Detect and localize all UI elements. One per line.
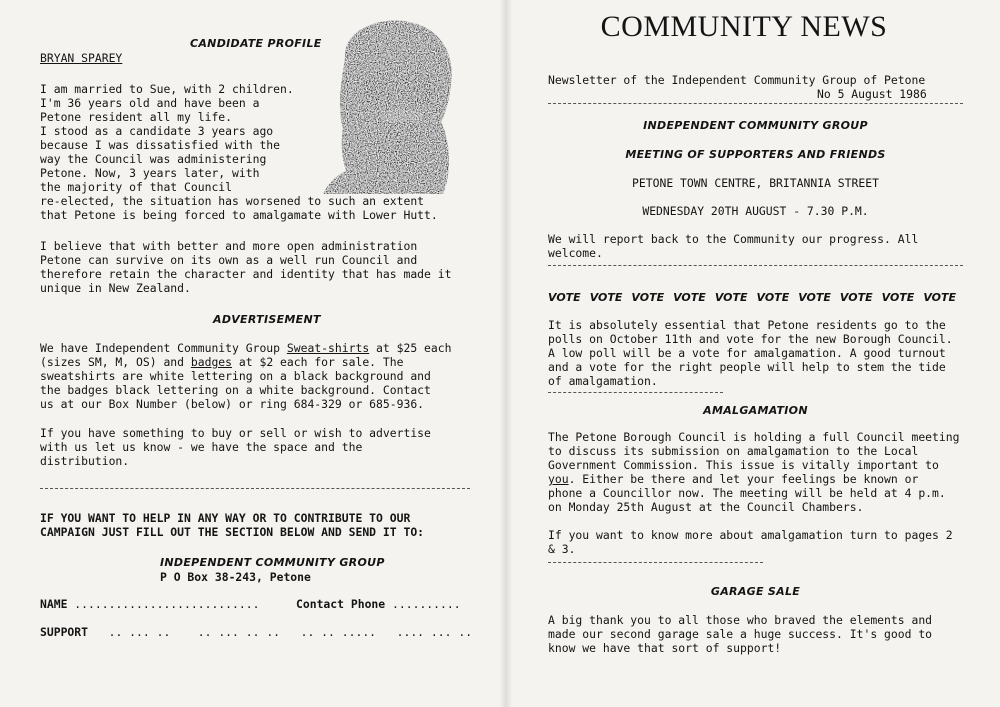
you-word: you: [548, 472, 569, 486]
candidate-name: BRYAN SPAREY: [40, 51, 123, 65]
more-line: If you want to know more about amalgamation turn to pages 2: [548, 528, 953, 542]
amalgamation-paragraph: [548, 430, 959, 514]
amalg-line: Government Commission. This issue is vitally important to: [548, 458, 939, 472]
support-label: SUPPORT: [40, 625, 89, 639]
sell-line: distribution.: [40, 454, 130, 468]
vote-word: VOTE: [714, 291, 748, 304]
vote-line: polls on October 11th and vote for the new Borough Council.: [548, 332, 953, 346]
vote-line: It is absolutely essential that Petone residents go to the: [548, 318, 946, 332]
section-divider: [548, 392, 723, 393]
issue-number: No 5 August 1986: [817, 87, 927, 101]
vote-word: VOTE: [798, 291, 831, 304]
belief-line: therefore retain the character and identity that has made it: [40, 267, 452, 281]
masthead-divider: [548, 103, 963, 104]
vote-paragraph: [548, 318, 953, 388]
meeting-place: PETONE TOWN CENTRE, BRITANNIA STREET: [632, 176, 879, 190]
vote-word: VOTE: [839, 291, 873, 304]
section-divider: [548, 562, 763, 563]
name-label: NAME: [40, 597, 68, 611]
vote-word: VOTE: [673, 291, 706, 304]
belief-line: unique in New Zealand.: [40, 281, 191, 295]
vote-line: of amalgamation.: [548, 374, 658, 388]
meeting-heading-supporters: MEETING OF SUPPORTERS AND FRIENDS: [625, 148, 886, 161]
sell-line: If you have something to buy or sell or wish to advertise: [40, 426, 431, 440]
meeting-heading-group: INDEPENDENT COMMUNITY GROUP: [643, 119, 868, 132]
intro-line: re-elected, the situation has worsened to such an extent: [40, 194, 425, 208]
ad-line: the badges black lettering on a white background. Contact: [40, 383, 431, 397]
ad-line: sweatshirts are white lettering on a black background and: [40, 369, 431, 383]
vote-line: and a vote for the right people will help to stem the tide: [548, 360, 946, 374]
advertisement-body: [40, 341, 451, 411]
name-row: [40, 597, 259, 611]
more-line: & 3.: [548, 542, 576, 556]
amalgamation-heading: AMALGAMATION: [703, 404, 808, 417]
phone-field[interactable]: ..........: [385, 597, 461, 611]
intro-line: the majority of that Council: [40, 180, 233, 194]
amalg-line: [548, 472, 959, 486]
report-note: [548, 232, 918, 260]
intro-line: because I was dissatisfied with the: [40, 138, 281, 152]
support-row: [40, 625, 472, 639]
sell-line: with us let us know - we have the space and the: [40, 440, 363, 454]
report-line: We will report back to the Community our progress. All: [548, 232, 919, 246]
phone-row: [296, 597, 461, 611]
candidate-profile-heading: CANDIDATE PROFILE: [190, 37, 322, 50]
vote-word: VOTE: [923, 291, 957, 304]
garage-sale-paragraph: [548, 613, 932, 655]
amalg-line: The Petone Borough Council is holding a full Council meeting: [548, 430, 960, 444]
vote-word: VOTE: [589, 291, 623, 304]
intro-line: way the Council was administering: [40, 152, 267, 166]
intro-line: I stood as a candidate 3 years ago: [40, 124, 274, 138]
name-field[interactable]: ...........................: [67, 597, 260, 611]
newsletter-subtitle: Newsletter of the Independent Community Group of Petone: [548, 73, 926, 87]
belief-line: I believe that with better and more open administration: [40, 239, 418, 253]
group-name: INDEPENDENT COMMUNITY GROUP: [160, 556, 385, 569]
more-info-note: [548, 528, 953, 556]
intro-line: Petone resident all my life.: [40, 110, 233, 124]
sweatshirts-word: Sweat-shirts: [286, 341, 370, 355]
vote-banner: [548, 290, 965, 305]
garage-sale-heading: GARAGE SALE: [710, 585, 801, 598]
candidate-belief: [40, 239, 451, 295]
intro-line: that Petone is being forced to amalgamate with Lower Hutt.: [40, 208, 438, 222]
help-callout: [40, 511, 424, 539]
vote-word: VOTE: [548, 291, 581, 304]
garage-line: A big thank you to all those who braved the elements and: [548, 613, 933, 627]
ad-text: We have Independent Community Group: [40, 341, 287, 355]
ad-line: [40, 355, 451, 369]
help-line: CAMPAIGN JUST FILL OUT THE SECTION BELOW AND SEND IT TO:: [40, 525, 425, 539]
right-page: [505, 0, 1000, 707]
intro-line: I'm 36 years old and have been a: [40, 96, 260, 110]
section-divider: [548, 265, 963, 266]
garage-line: made our second garage sale a huge success. It's good to: [548, 627, 933, 641]
candidate-intro: [40, 82, 438, 222]
ad-text: at $2 each for sale. The: [232, 355, 404, 369]
section-divider: [40, 488, 470, 489]
ad-text: (sizes SM, M, OS) and: [40, 355, 191, 369]
help-line: IF YOU WANT TO HELP IN ANY WAY OR TO CONTRIBUTE TO OUR: [40, 511, 411, 525]
ad-line: [40, 341, 451, 355]
phone-label: Contact Phone: [296, 597, 386, 611]
vote-word: VOTE: [881, 291, 915, 304]
vote-word: VOTE: [756, 291, 790, 304]
vote-word: VOTE: [631, 291, 665, 304]
amalg-line: phone a Councillor now. The meeting will be held at 4 p.m.: [548, 486, 946, 500]
intro-line: Petone. Now, 3 years later, with: [40, 166, 260, 180]
ad-line: us at our Box Number (below) or ring 684-329 or 685-936.: [40, 397, 425, 411]
advertisement-heading: ADVERTISEMENT: [213, 313, 321, 326]
garage-line: know we have that sort of support!: [548, 641, 782, 655]
amalg-line: on Monday 25th August at the Council Chambers.: [548, 500, 864, 514]
amalg-text: . Either be there and let your feelings be known or: [568, 472, 919, 486]
buy-sell-note: [40, 426, 431, 468]
masthead: COMMUNITY NEWS: [600, 10, 888, 43]
report-line: welcome.: [548, 246, 603, 260]
ad-text: at $25 each: [369, 341, 452, 355]
meeting-time: WEDNESDAY 20TH AUGUST - 7.30 P.M.: [642, 204, 869, 218]
intro-line: I am married to Sue, with 2 children.: [40, 82, 294, 96]
vote-line: A low poll will be a vote for amalgamation. A good turnout: [548, 346, 946, 360]
belief-line: Petone can survive on its own as a well run Council and: [40, 253, 418, 267]
po-box-address: P O Box 38-243, Petone: [160, 570, 311, 584]
amalg-line: to discuss its submission on amalgamation to the Local: [548, 444, 919, 458]
badges-word: badges: [190, 355, 233, 369]
support-field[interactable]: .. ... .. .. ... .. .. .. .. ..... .... ... ..: [88, 625, 473, 639]
